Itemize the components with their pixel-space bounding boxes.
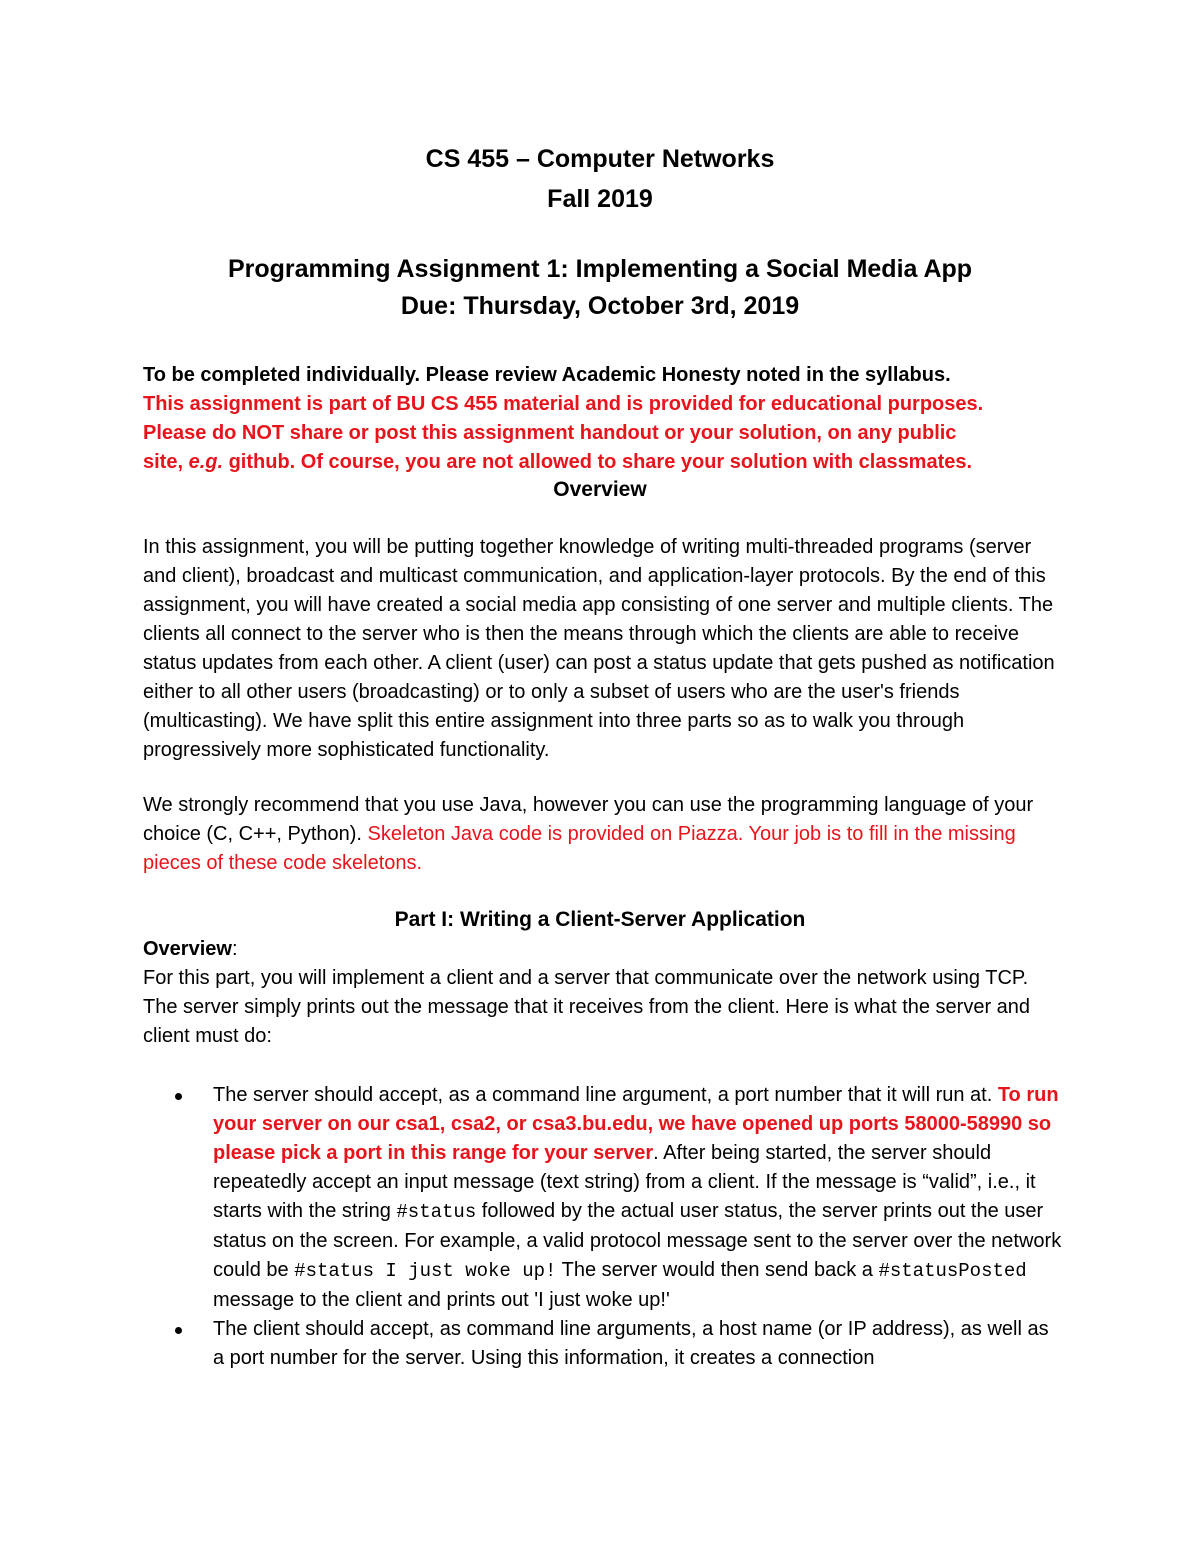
- bullet1-text-5: message to the client and prints out 'I just woke up!': [213, 1289, 670, 1311]
- bullet1-port-note: To run your server on our csa1, csa2, or csa3.bu.edu, we have opened up ports 58000-58990 so please pick a port in this range for your server: [213, 1084, 1059, 1164]
- list-item: [143, 1081, 1063, 1315]
- assignment-title: Programming Assignment 1: Implementing a Social Media App: [227, 255, 973, 283]
- overview-paragraph-2: [143, 791, 1063, 878]
- notice-line-4-eg: e.g.: [188, 451, 224, 473]
- part1-overview-word: Overview: [143, 938, 232, 960]
- due-date: Due: Thursday, October 3rd, 2019: [400, 292, 800, 320]
- requirements-list: [143, 1081, 1063, 1373]
- overview-heading: Overview: [553, 478, 647, 501]
- skeleton-code-note: Skeleton Java code is provided on Piazza. Your job is to fill in the missing pieces of these code skeletons.: [143, 823, 1016, 874]
- bullet-icon: [175, 1327, 182, 1334]
- status-code: #status: [396, 1201, 477, 1223]
- part1-intro: For this part, you will implement a client and a server that communicate over the network using TCP. The server simply prints out the message that it receives from the client. Here is what the server and client must do:: [143, 967, 1031, 1047]
- overview-paragraph-1: In this assignment, you will be putting together knowledge of writing multi-threaded programs (server and client), broadcast and multicast communication, and application-layer protocols. By the end of this assignment, you will have created a social media app consisting of one server and multiple clients. The clients all connect to the server who is then the means through which the clients are able to receive status updates from each other. A client (user) can post a status update that gets pushed as notification either to all other users (broadcasting) or to only a subset of users who are the user's friends (multicasting). We have split this entire assignment into three parts so as to walk you through progressively more sophisticated functionality.: [143, 536, 1055, 761]
- course-title: CS 455 – Computer Networks: [425, 145, 775, 173]
- notice-line-4-end: github. Of course, you are not allowed to share your solution with classmates.: [223, 451, 973, 473]
- bullet1-text-1: The server should accept, as a command line argument, a port number that it will run at.: [213, 1084, 998, 1106]
- bullet-icon: [175, 1093, 182, 1100]
- part1-heading: Part I: Writing a Client-Server Application: [394, 908, 806, 931]
- bullet1-text-4: The server would then send back a: [556, 1259, 879, 1281]
- notice-line-4-start: site,: [143, 451, 189, 473]
- bullet1-text-2: . After being started, the server should repeatedly accept an input message (text string) from a client. If the message is “valid”, i.e., it starts with the string: [213, 1142, 1036, 1222]
- notice-line-1: To be completed individually. Please review Academic Honesty noted in the syllabus.: [143, 364, 951, 386]
- part1-overview-label: [143, 935, 1063, 964]
- academic-notice: [143, 361, 1063, 477]
- language-recommendation: We strongly recommend that you use Java, however you can use the programming language of your choice (C, C++, Python).: [143, 794, 1034, 845]
- status-example-code: #status I just woke up!: [294, 1260, 557, 1282]
- notice-line-2: This assignment is part of BU CS 455 material and is provided for educational purposes.: [143, 393, 984, 415]
- bullet1-text-3: followed by the actual user status, the server prints out the user status on the screen. For example, a valid protocol message sent to the server over the network could be: [213, 1200, 1062, 1281]
- notice-line-3: Please do NOT share or post this assignment handout or your solution, on any public: [143, 422, 957, 444]
- part1-overview-colon: :: [231, 938, 238, 960]
- bullet2-text: The client should accept, as command line arguments, a host name (or IP address), as well as a port number for the server. Using this information, it creates a connection: [213, 1318, 1049, 1369]
- notice-line-4: [143, 448, 1063, 477]
- list-item: [143, 1315, 1063, 1373]
- status-posted-code: #statusPosted: [878, 1260, 1027, 1282]
- term-title: Fall 2019: [547, 185, 653, 213]
